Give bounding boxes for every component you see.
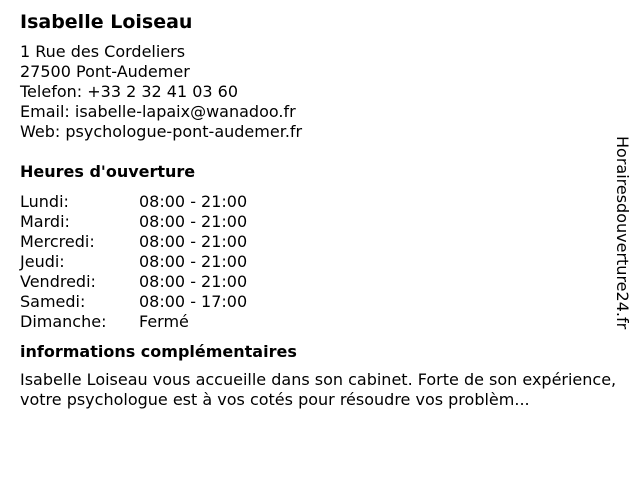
- hours-day: Samedi:: [20, 292, 86, 311]
- hours-row-mercredi: [20, 232, 620, 252]
- hours-row-jeudi: [20, 252, 620, 272]
- hours-time: 08:00 - 17:00: [139, 292, 248, 311]
- hours-day: Mercredi:: [20, 232, 95, 251]
- info-description: Isabelle Loiseau vous accueille dans son cabinet. Forte de son expérience, votre psychologue est à vos cotés pour résoudre vos problèm...: [20, 370, 617, 409]
- brand-watermark: Horairesdouverture24.fr: [613, 136, 632, 330]
- hours-row-samedi: [20, 292, 620, 312]
- hours-day: Lundi:: [20, 192, 69, 211]
- phone-number: Telefon: +33 2 32 41 03 60: [20, 82, 239, 101]
- hours-row-vendredi: [20, 272, 620, 292]
- hours-time: Fermé: [139, 312, 189, 331]
- hours-row-dimanche: [20, 312, 620, 332]
- hours-heading: Heures d'ouverture: [20, 162, 196, 181]
- hours-time: 08:00 - 21:00: [139, 232, 248, 251]
- street-address: 1 Rue des Cordeliers: [20, 42, 186, 61]
- hours-day: Jeudi:: [20, 252, 65, 271]
- business-name: Isabelle Loiseau: [20, 11, 193, 33]
- hours-time: 08:00 - 21:00: [139, 192, 248, 211]
- email-address: Email: isabelle-lapaix@wanadoo.fr: [20, 102, 296, 121]
- info-heading: informations complémentaires: [20, 342, 297, 361]
- hours-time: 08:00 - 21:00: [139, 252, 248, 271]
- business-card: [20, 8, 620, 410]
- hours-row-mardi: [20, 212, 620, 232]
- hours-day: Vendredi:: [20, 272, 96, 291]
- hours-time: 08:00 - 21:00: [139, 212, 248, 231]
- hours-day: Mardi:: [20, 212, 70, 231]
- hours-time: 08:00 - 21:00: [139, 272, 248, 291]
- hours-day: Dimanche:: [20, 312, 107, 331]
- hours-row-lundi: [20, 192, 620, 212]
- hours-table: [20, 192, 620, 332]
- city-postcode: 27500 Pont-Audemer: [20, 62, 190, 81]
- website: Web: psychologue-pont-audemer.fr: [20, 122, 303, 141]
